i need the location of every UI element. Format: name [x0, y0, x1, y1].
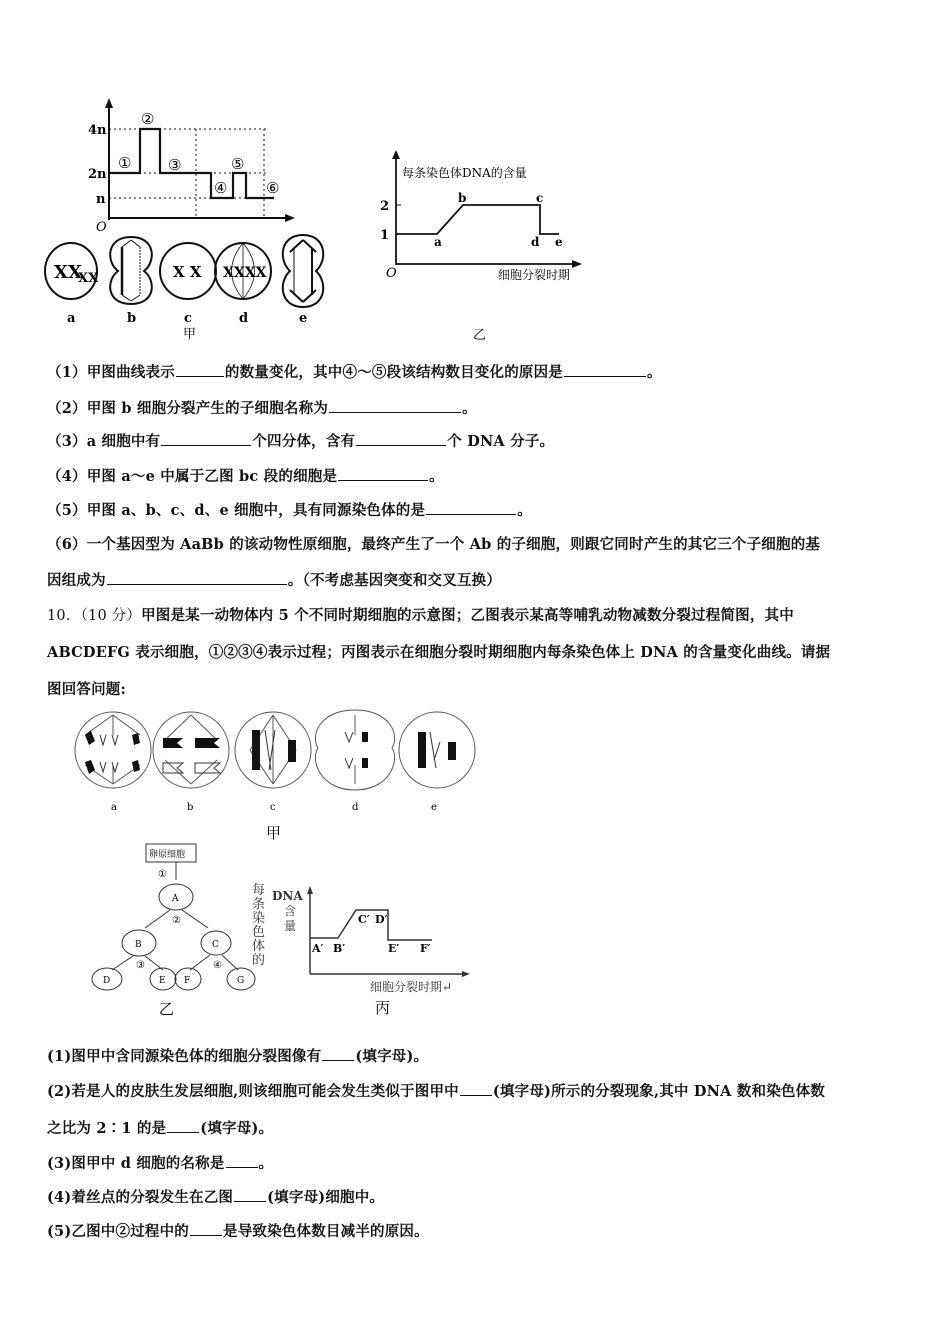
bing-ylabel-side: 每条染色体的 — [252, 883, 266, 968]
bing-ylabel-liang: 量 — [284, 919, 297, 933]
node-C: C — [212, 940, 219, 950]
q10-stem-line-1: 10．（10 分）甲图是某一动物体内 5 个不同时期细胞的示意图；乙图表示某高等哺乳动物减数分裂过程简图，其中 — [47, 607, 794, 624]
q10-cell-e-label: e — [431, 802, 437, 813]
bing-point-A: A′ — [312, 942, 324, 955]
step-2: ② — [172, 915, 181, 926]
node-E: E — [159, 976, 166, 986]
segment-6: ⑥ — [266, 179, 280, 197]
answer-blank[interactable] — [234, 1187, 266, 1202]
bing-ylabel-dna: DNA — [272, 889, 303, 903]
step-4: ④ — [213, 960, 222, 971]
answer-blank[interactable] — [460, 1081, 492, 1096]
question-number: 10． — [47, 608, 81, 624]
svg-text:XX: XX — [54, 262, 82, 283]
q10-question-5: (5)乙图中②过程中的 是导致染色体数目减半的原因。 — [47, 1223, 429, 1240]
cell-e-label: e — [299, 311, 308, 326]
y-tick-2n: 2n — [88, 167, 107, 182]
node-B: B — [135, 940, 142, 950]
q9-question-6: （6）一个基因型为 AaBb 的该动物性原细胞，最终产生了一个 Ab 的子细胞，则跟它同时产生的其它三个子细胞的基 — [47, 536, 821, 553]
bing-point-D: D′ — [375, 913, 388, 926]
cell-c-label: c — [184, 311, 192, 326]
answer-blank[interactable] — [176, 362, 224, 377]
node-F: F — [184, 976, 191, 986]
step-1: ① — [158, 869, 167, 880]
answer-blank[interactable] — [322, 1046, 354, 1061]
bing-xlabel: 细胞分裂时期↵ — [370, 980, 453, 994]
yi-point-a: a — [434, 235, 442, 249]
figure-caption-jia: 甲 — [183, 327, 197, 340]
origin-label: O — [96, 220, 107, 235]
bing-point-E: E′ — [388, 942, 400, 955]
answer-blank[interactable] — [426, 500, 516, 515]
step-3: ③ — [136, 960, 145, 971]
q9-question-3: （3）a 细胞中有 个四分体，含有 个 DNA 分子。 — [47, 433, 555, 450]
yi-ylabel: 每条染色体DNA的含量 — [402, 166, 527, 180]
cell-d-label: d — [239, 311, 249, 326]
q10-cell-c-label: c — [270, 802, 276, 813]
cell-e-icon — [283, 235, 323, 307]
q10-question-4: (4)着丝点的分裂发生在乙图 (填字母)细胞中。 — [47, 1189, 385, 1206]
answer-blank[interactable] — [338, 466, 428, 481]
segment-4: ④ — [214, 179, 228, 197]
answer-blank[interactable] — [564, 362, 646, 377]
svg-text:X X: X X — [173, 263, 202, 281]
q10-cell-a-label: a — [111, 802, 117, 813]
cell-c-icon — [160, 243, 216, 299]
q10-question-2: (2)若是人的皮肤生发层细胞,则该细胞可能会发生类似于图甲中 (填字母)所示的分裂现象,其中 DNA 数和染色体数 — [47, 1083, 826, 1100]
q10-figure-jia — [60, 700, 500, 845]
answer-blank[interactable] — [161, 431, 251, 446]
q9-question-2: （2）甲图 b 细胞分裂产生的子细胞名称为 。 — [47, 400, 477, 417]
figure-caption-yi: 乙 — [473, 328, 487, 343]
segment-3: ③ — [168, 156, 182, 174]
node-A: A — [172, 894, 179, 904]
svg-text:XXXX: XXXX — [223, 265, 267, 281]
figure-caption-yi: 乙 — [159, 1000, 175, 1018]
q10-question-1: (1)图甲中含同源染色体的细胞分裂图像有 (填字母)。 — [47, 1048, 429, 1065]
node-G: G — [237, 976, 245, 986]
segment-2: ② — [141, 110, 155, 128]
yi-point-c: c — [536, 191, 544, 205]
answer-blank[interactable] — [107, 570, 287, 585]
q9-question-4: （4）甲图 a～e 中属于乙图 bc 段的细胞是 。 — [47, 468, 444, 485]
q10-question-3: (3)图甲中 d 细胞的名称是 。 — [47, 1155, 274, 1172]
segment-5: ⑤ — [231, 155, 245, 173]
bing-point-C: C′ — [358, 913, 370, 926]
cell-a-icon — [45, 243, 99, 299]
node-D: D — [103, 976, 111, 986]
yi-origin: O — [386, 266, 397, 281]
q9-figure-jia — [40, 90, 340, 340]
yi-xlabel: 细胞分裂时期 — [498, 268, 571, 282]
yi-point-e: e — [555, 235, 563, 249]
figure-caption-jia: 甲 — [266, 824, 282, 842]
q10-cell-d-label: d — [352, 802, 359, 813]
figure-caption-bing: 丙 — [375, 999, 391, 1017]
q9-question-1: （1）甲图曲线表示 的数量变化，其中④～⑤段该结构数目变化的原因是 。 — [47, 364, 662, 381]
q10-stem-line-2: ABCDEFG 表示细胞，①②③④表示过程；丙图表示在细胞分裂时期细胞内每条染色体上 DNA 的含量变化曲线。请据 — [47, 644, 831, 661]
answer-blank[interactable] — [167, 1118, 199, 1133]
bing-point-B: B′ — [333, 942, 346, 955]
answer-blank[interactable] — [226, 1153, 258, 1168]
cell-b-icon — [110, 237, 152, 304]
answer-blank[interactable] — [190, 1221, 222, 1236]
answer-blank[interactable] — [356, 431, 446, 446]
y-tick-4n: 4n — [88, 123, 107, 138]
yi-point-b: b — [458, 191, 467, 205]
answer-blank[interactable] — [329, 398, 461, 413]
segment-1: ① — [118, 154, 132, 172]
root-cell-label: 卵原细胞 — [149, 850, 186, 860]
q9-question-5: （5）甲图 a、b、c、d、e 细胞中，具有同源染色体的是 。 — [47, 502, 532, 519]
q10-question-2-cont: 之比为 2∶1 的是 (填字母)。 — [47, 1120, 274, 1137]
q10-stem-line-3: 图回答问题: — [47, 681, 127, 698]
bing-ylabel-han: 含 — [284, 904, 297, 918]
q9-question-6-cont: 因组成为 。（不考虑基因突变和交叉互换） — [47, 572, 502, 589]
q10-figure-bing — [270, 870, 490, 1020]
svg-text:XX: XX — [78, 271, 99, 286]
cell-d-icon — [215, 243, 271, 299]
y-tick-n: n — [96, 192, 106, 207]
yi-tick-2: 2 — [380, 199, 390, 214]
q9-figure-yi — [370, 150, 600, 350]
yi-tick-1: 1 — [380, 228, 390, 243]
question-score: （10 分） — [80, 608, 142, 624]
bing-point-F: F′ — [420, 942, 431, 955]
cell-a-label: a — [67, 311, 76, 326]
q10-cell-b-label: b — [187, 802, 194, 813]
q10-figure-yi — [80, 840, 270, 1020]
cell-b-label: b — [127, 311, 137, 326]
yi-point-d: d — [531, 235, 540, 249]
